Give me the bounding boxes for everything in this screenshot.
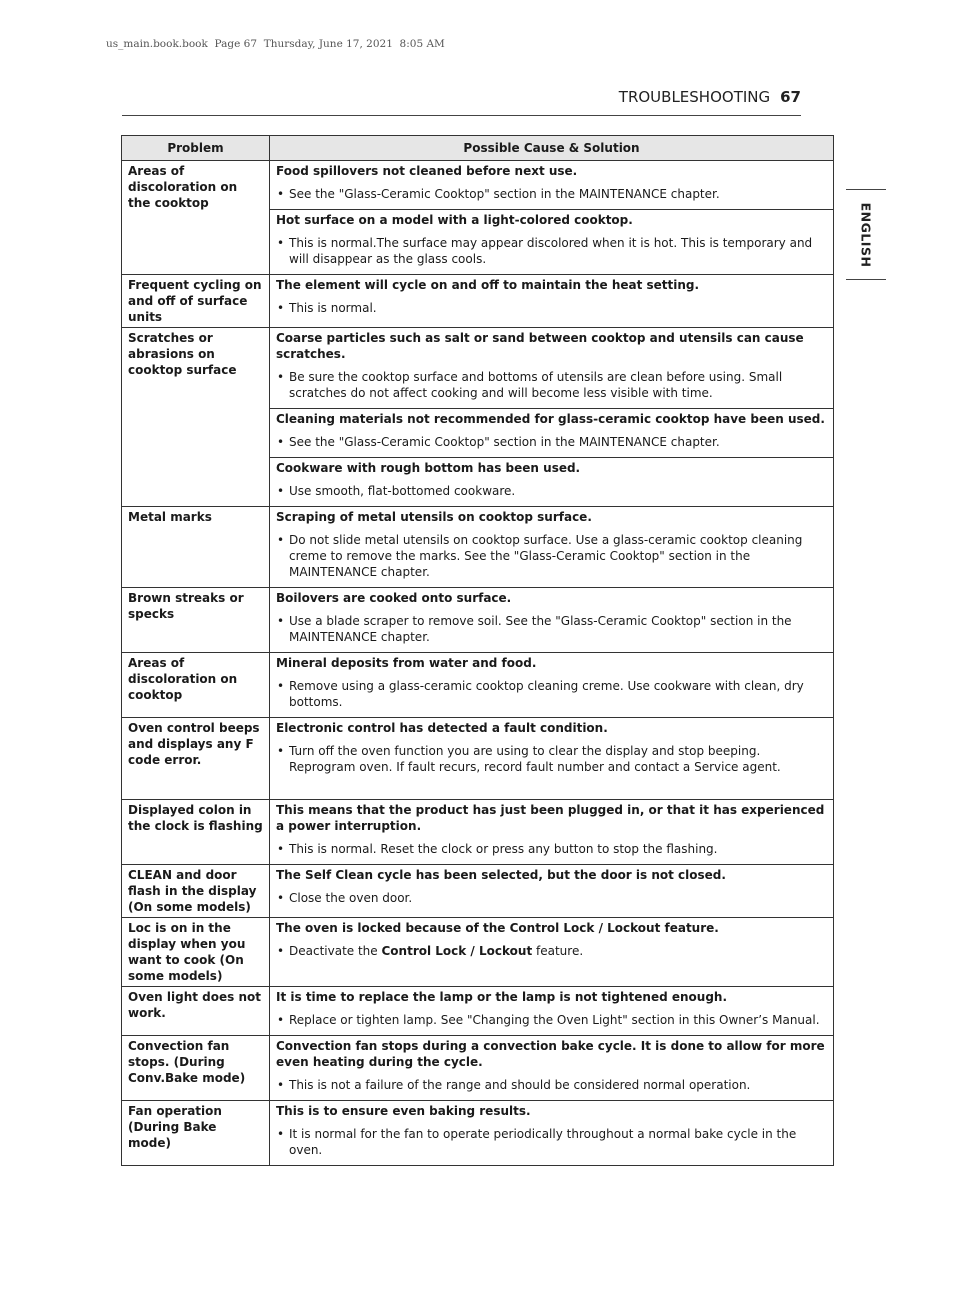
solution-item: • See the "Glass-Ceramic Cooktop" section in the MAINTENANCE chapter. [276,434,827,450]
troubleshooting-table [121,135,834,1166]
cause-block [270,653,833,717]
cause-title: Food spillovers not cleaned before next use. [276,164,578,178]
problem-cell: Scratches or abrasions on cooktop surface [122,328,270,507]
print-header: us_main.book.book Page 67 Thursday, June 17, 2021 8:05 AM [106,38,445,50]
cause-block [270,275,833,323]
table-row [122,987,834,1036]
cause-title: Scraping of metal utensils on cooktop surface. [276,510,592,524]
solution-item: • It is normal for the fan to operate periodically throughout a normal bake cycle in the oven. [276,1126,827,1158]
cause-title: Mineral deposits from water and food. [276,656,537,670]
solution-item: • This is normal. Reset the clock or press any button to stop the flashing. [276,841,827,857]
cause-title: Cleaning materials not recommended for glass-ceramic cooktop have been used. [276,412,825,426]
cause-title: Boilovers are cooked onto surface. [276,591,512,605]
cause-block [270,1101,833,1165]
cause-solution-cell [270,507,834,588]
solution-text: Deactivate the [289,944,382,958]
cause-title: This means that the product has just been plugged in, or that it has experienced a power interruption. [276,803,825,833]
problem-cell: Metal marks [122,507,270,588]
solution-item: • Do not slide metal utensils on cooktop surface. Use a glass-ceramic cooktop cleaning creme to remove the marks. See the "Glass-Ceramic Cooktop" section in the MAINTENANCE chapter. [276,532,827,580]
table-row [122,275,834,328]
table-row [122,653,834,718]
table-row [122,1036,834,1101]
solution-item: • Replace or tighten lamp. See "Changing the Oven Light" section in this Owner’s Manual. [276,1012,827,1028]
cause-title: Coarse particles such as salt or sand between cooktop and utensils can cause scratches. [276,331,804,361]
cause-solution-cell [270,588,834,653]
language-tab-label: ENGLISH [858,202,874,267]
table-header-row [122,136,834,161]
cause-solution-cell [270,718,834,800]
cause-title: The element will cycle on and off to maintain the heat setting. [276,278,700,292]
solution-item: • Be sure the cooktop surface and bottoms of utensils are clean before using. Small scratches do not affect cooking and will become less visible with time. [276,369,827,401]
problem-cell: Brown streaks or specks [122,588,270,653]
solution-item: • Close the oven door. [276,890,827,906]
page-number: 67 [780,88,801,106]
cause-solution-cell [270,328,834,507]
section-header [122,88,801,116]
table-row [122,507,834,588]
cause-solution-cell [270,1101,834,1166]
solution-item [276,943,827,959]
problem-cell: Convection fan stops. (During Conv.Bake mode) [122,1036,270,1101]
cause-solution-cell [270,1036,834,1101]
problem-cell: Fan operation (During Bake mode) [122,1101,270,1166]
solution-text: feature. [532,944,584,958]
solution-emphasis: Control Lock / Lockout [381,944,533,958]
cause-solution-cell [270,865,834,918]
cause-solution-cell [270,161,834,275]
cause-block [270,161,833,209]
solution-item: • Use smooth, flat-bottomed cookware. [276,483,827,499]
table-row [122,161,834,275]
cause-title: Electronic control has detected a fault condition. [276,721,608,735]
language-tab [846,189,886,280]
problem-cell: Frequent cycling on and off of surface units [122,275,270,328]
problem-cell: CLEAN and door flash in the display (On some models) [122,865,270,918]
cause-block [270,328,833,408]
cause-block [270,457,833,506]
cause-title: The Self Clean cycle has been selected, but the door is not closed. [276,868,726,882]
table-row [122,918,834,987]
cause-block [270,507,833,587]
cause-block [270,718,833,799]
cause-title: Convection fan stops during a convection bake cycle. It is done to allow for more even heating during the cycle. [276,1039,825,1069]
cause-solution-cell [270,275,834,328]
solution-item: • This is normal.The surface may appear discolored when it is hot. This is temporary and will disappear as the glass cools. [276,235,827,267]
table-row [122,328,834,507]
cause-block [270,987,833,1035]
problem-cell: Loc is on in the display when you want to cook (On some models) [122,918,270,987]
cause-block [270,865,833,913]
cause-solution-cell [270,800,834,865]
solution-item: • This is normal. [276,300,827,316]
cause-block [270,918,833,966]
table-row [122,588,834,653]
problem-cell: Displayed colon in the clock is flashing [122,800,270,865]
cause-block [270,209,833,274]
cause-block [270,408,833,457]
solution-item: • Use a blade scraper to remove soil. See the "Glass-Ceramic Cooktop" section in the MAINTENANCE chapter. [276,613,827,645]
cause-block [270,800,833,864]
section-title: TROUBLESHOOTING [618,88,771,106]
solution-item: • Remove using a glass-ceramic cooktop cleaning creme. Use cookware with clean, dry bottoms. [276,678,827,710]
cause-title: The oven is locked because of the Control Lock / Lockout feature. [276,921,719,935]
table-row [122,718,834,800]
table-row [122,800,834,865]
cause-solution-cell [270,653,834,718]
cause-solution-cell [270,918,834,987]
column-header-problem: Problem [122,136,270,161]
table-row [122,865,834,918]
cause-title: Cookware with rough bottom has been used. [276,461,581,475]
solution-item: • Turn off the oven function you are using to clear the display and stop beeping. Reprogram oven. If fault recurs, record fault number and contact a Service agent. [276,743,827,775]
problem-cell: Oven light does not work. [122,987,270,1036]
problem-cell: Areas of discoloration on the cooktop [122,161,270,275]
table-row [122,1101,834,1166]
column-header-cause-solution: Possible Cause & Solution [270,136,834,161]
problem-cell: Oven control beeps and displays any F code error. [122,718,270,800]
solution-item: • See the "Glass-Ceramic Cooktop" section in the MAINTENANCE chapter. [276,186,827,202]
cause-title: This is to ensure even baking results. [276,1104,531,1118]
cause-title: It is time to replace the lamp or the lamp is not tightened enough. [276,990,728,1004]
cause-title: Hot surface on a model with a light-colored cooktop. [276,213,633,227]
cause-solution-cell [270,987,834,1036]
solution-item: • This is not a failure of the range and should be considered normal operation. [276,1077,827,1093]
problem-cell: Areas of discoloration on cooktop [122,653,270,718]
cause-block [270,588,833,652]
cause-block [270,1036,833,1100]
